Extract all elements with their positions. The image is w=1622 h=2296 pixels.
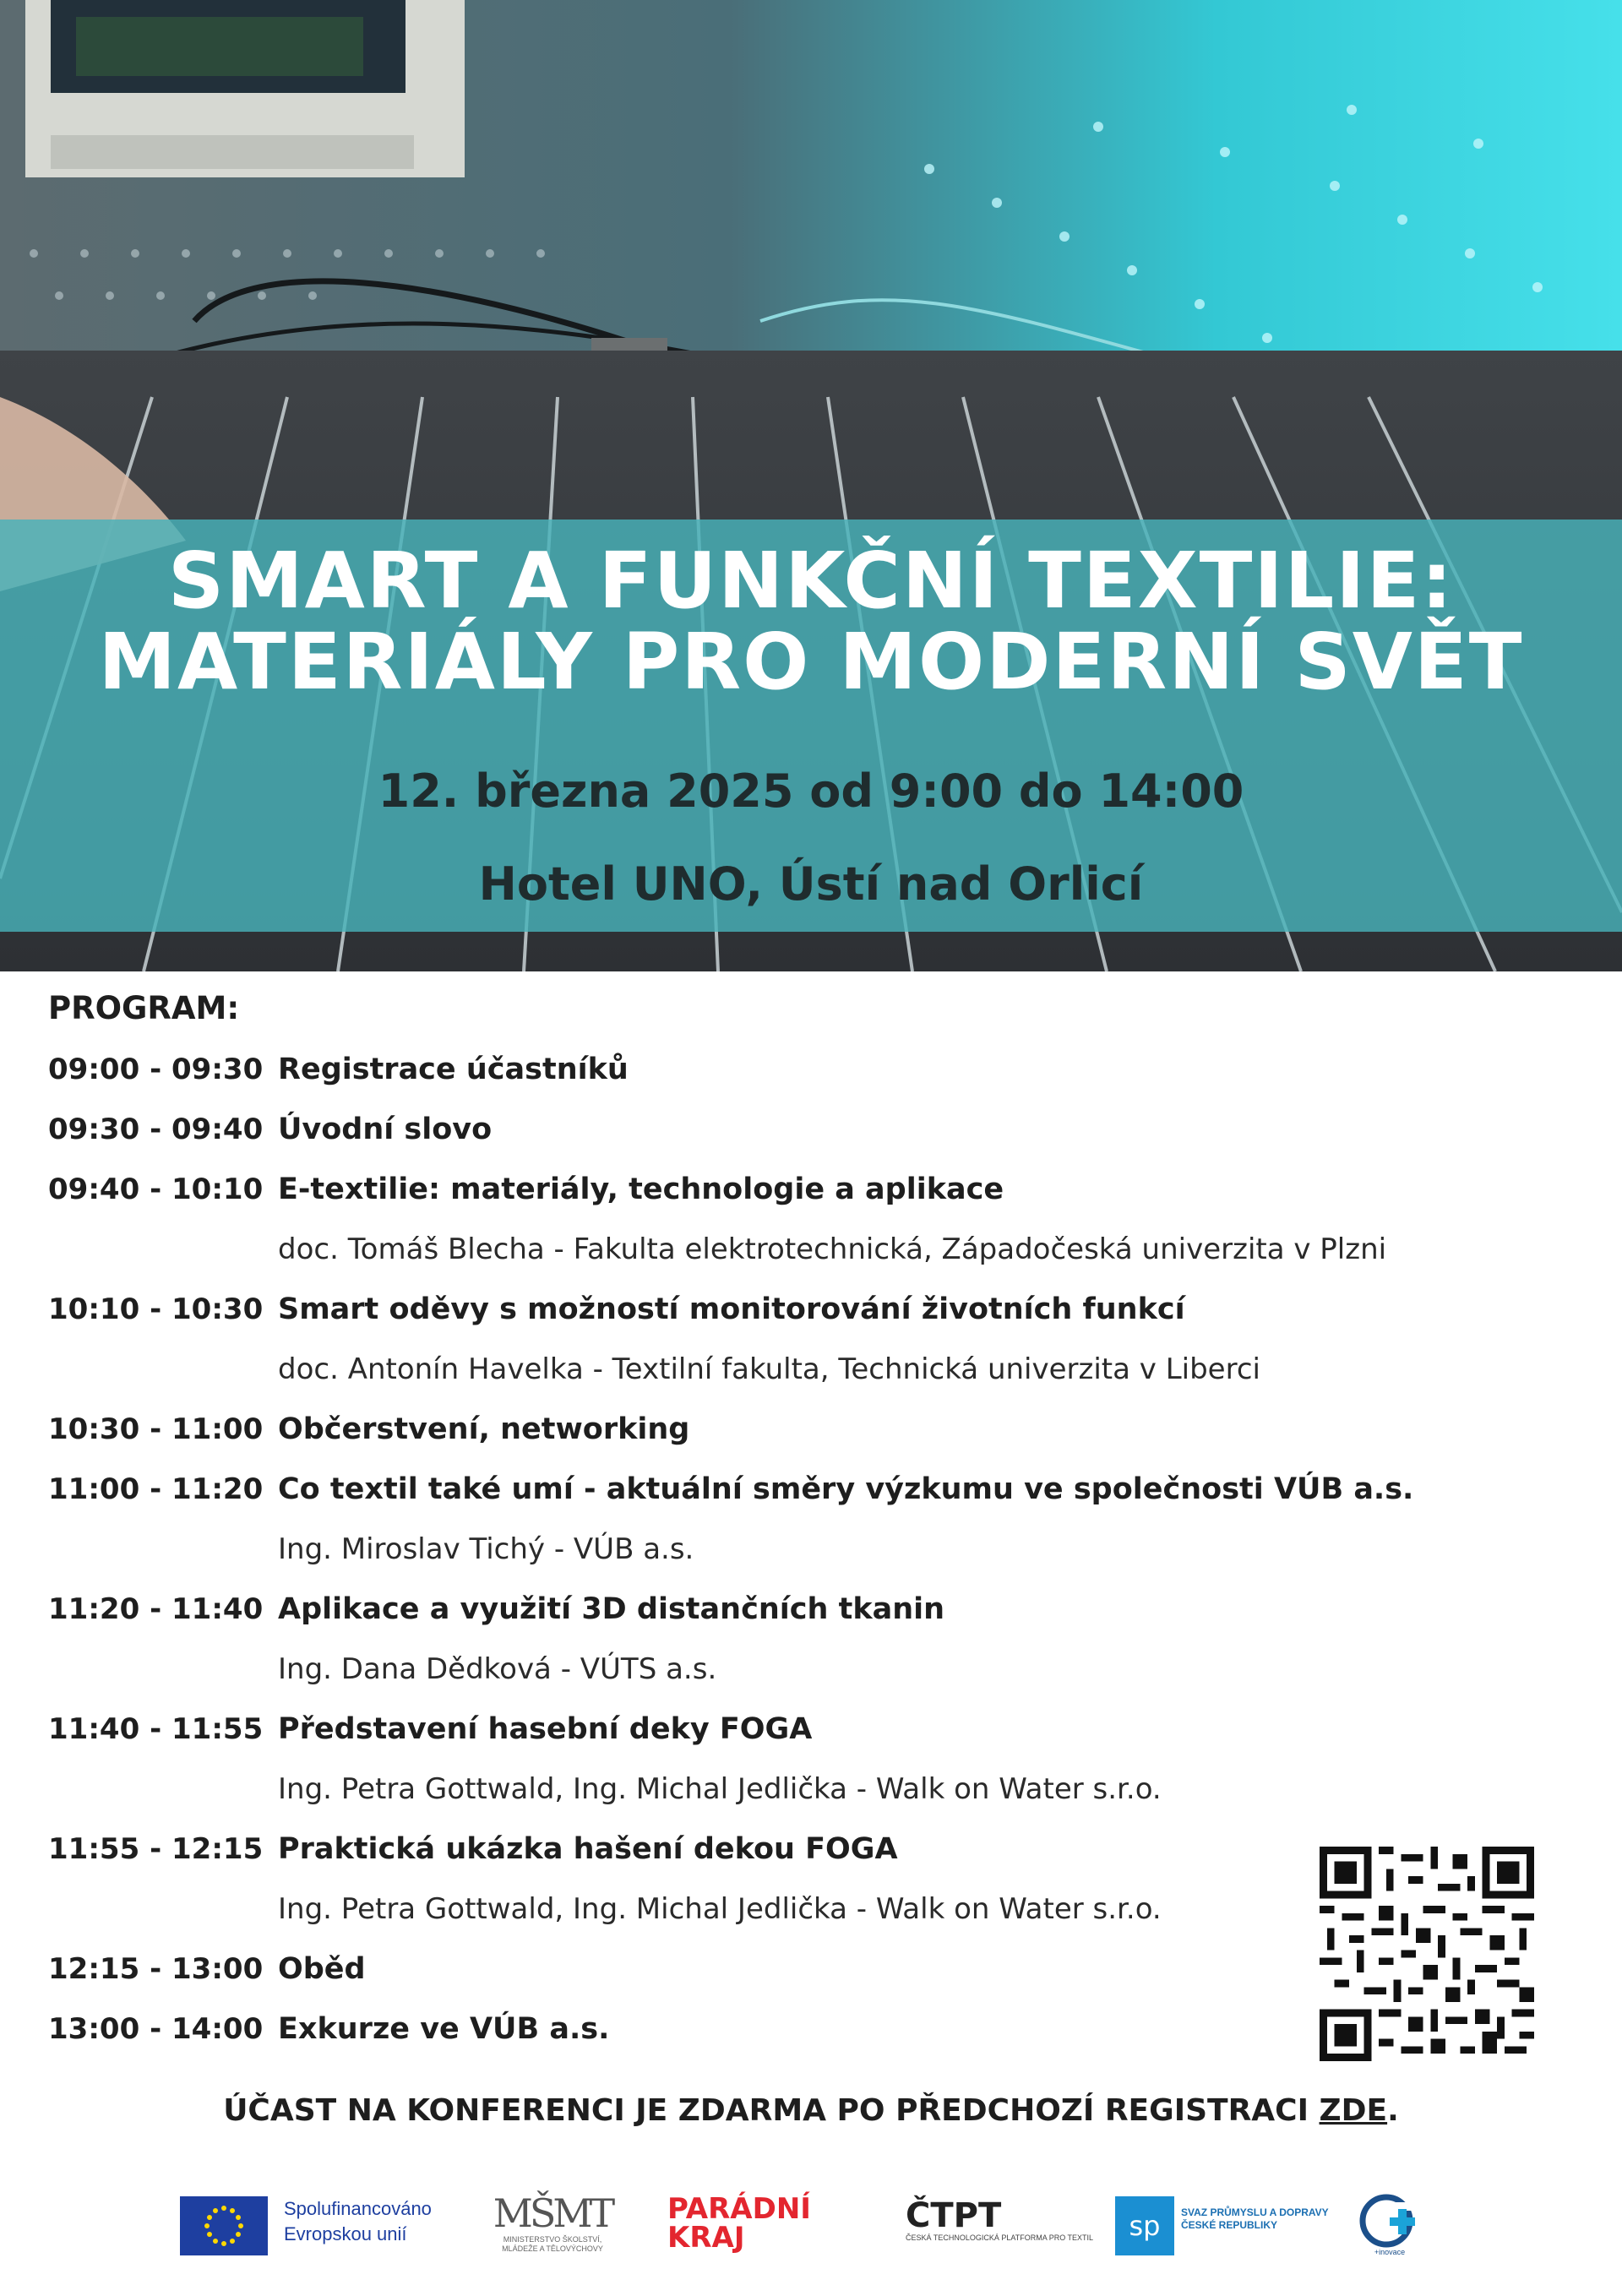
event-date: 12. března 2025 od 9:00 do 14:00 [378, 764, 1244, 818]
paradni-kraj-logo [667, 2192, 811, 2255]
agenda-time: 11:40 - 11:55 [48, 1712, 264, 1746]
agenda-item [48, 1164, 1569, 1224]
agenda-time: 10:30 - 11:00 [48, 1412, 264, 1446]
eu-flag-icon [180, 2196, 268, 2255]
agenda-item [48, 1104, 1569, 1164]
agenda-time: 11:55 - 12:15 [48, 1832, 264, 1866]
msmt-caption-1: MINISTERSTVO ŠKOLSTVÍ, [503, 2235, 602, 2244]
agenda-item [48, 1284, 1569, 1344]
registration-suffix: . [1387, 2093, 1399, 2128]
agenda-title: Představení hasební deky FOGA [278, 1712, 813, 1746]
agenda-title: Aplikace a využití 3D distančních tkanin [278, 1592, 945, 1626]
event-venue: Hotel UNO, Ústí nad Orlicí [478, 857, 1144, 911]
agenda-item [48, 1464, 1569, 1524]
agenda-title: Registrace účastníků [278, 1053, 629, 1086]
event-title [0, 536, 1622, 707]
ctpt-logo [906, 2198, 1093, 2242]
agenda-title: Oběd [278, 1952, 366, 1986]
agenda-title: Praktická ukázka hašení dekou FOGA [278, 1832, 898, 1866]
agenda-time: 09:40 - 10:10 [48, 1172, 264, 1206]
agenda-title: E-textilie: materiály, technologie a aplikace [278, 1172, 1004, 1206]
agenda-item [48, 1404, 1569, 1464]
agenda-speaker: doc. Antonín Havelka - Textilní fakulta, Technická univerzita v Liberci [278, 1352, 1260, 1386]
registration-link[interactable]: ZDE [1319, 2093, 1388, 2128]
sp-line-2: ČESKÉ REPUBLIKY [1181, 2219, 1278, 2231]
eu-cofunding-line-2: Evropskou unií [284, 2223, 407, 2244]
ctpt-caption: ČESKÁ TECHNOLOGICKÁ PLATFORMA PRO TEXTIL [906, 2233, 1094, 2242]
agenda-title: Úvodní slovo [278, 1113, 493, 1146]
agenda-time: 11:20 - 11:40 [48, 1592, 264, 1626]
agenda-time: 12:15 - 13:00 [48, 1952, 264, 1986]
msmt-mark: MŠMT [493, 2190, 612, 2236]
ctpt-mark: ČTPT [906, 2196, 1002, 2235]
agenda-speaker-row [48, 1224, 1569, 1284]
agenda-item [48, 1044, 1569, 1104]
msmt-caption-2: MLÁDEŽE A TĚLOVÝCHOVY [502, 2244, 603, 2253]
program-heading: PROGRAM: [48, 990, 240, 1026]
event-title-line-1: SMART A FUNKČNÍ TEXTILIE: [167, 536, 1455, 626]
agenda-time: 11:00 - 11:20 [48, 1472, 264, 1506]
kraj-line-2: KRAJ [667, 2221, 745, 2255]
agenda-speaker: doc. Tomáš Blecha - Fakulta elektrotechnická, Západočeská univerzita v Plzni [278, 1232, 1387, 1266]
agenda-time: 13:00 - 14:00 [48, 2012, 264, 2046]
eu-cofunding-line-1: Spolufinancováno [284, 2198, 432, 2219]
agenda-speaker: Ing. Petra Gottwald, Ing. Michal Jedlička - Walk on Water s.r.o. [278, 1892, 1162, 1926]
agenda-item [48, 1704, 1569, 1764]
msmt-logo [485, 2191, 620, 2261]
agenda-speaker: Ing. Miroslav Tichý - VÚB a.s. [278, 1532, 694, 1566]
agenda-speaker-row [48, 1524, 1569, 1584]
agenda-speaker: Ing. Petra Gottwald, Ing. Michal Jedlička - Walk on Water s.r.o. [278, 1772, 1162, 1806]
agenda-time: 10:10 - 10:30 [48, 1292, 264, 1326]
agenda-speaker-row [48, 1764, 1569, 1824]
registration-notice [0, 2093, 1622, 2128]
agenda-title: Co textil také umí - aktuální směry výzkumu ve společnosti VÚB a.s. [278, 1472, 1414, 1506]
agenda-speaker-row [48, 1344, 1569, 1404]
agenda-title: Smart oděvy s možností monitorování životních funkcí [278, 1292, 1185, 1326]
agenda-time: 09:00 - 09:30 [48, 1053, 264, 1086]
cplus-inovace-logo [1356, 2190, 1423, 2258]
agenda-speaker: Ing. Dana Dědková - VÚTS a.s. [278, 1652, 717, 1686]
event-title-line-2: MATERIÁLY PRO MODERNÍ SVĚT [98, 617, 1524, 707]
agenda-item [48, 1584, 1569, 1644]
eu-cofunding-label [284, 2196, 432, 2247]
agenda-title: Občerstvení, networking [278, 1412, 690, 1446]
agenda-time: 09:30 - 09:40 [48, 1113, 264, 1146]
sp-line-1: SVAZ PRŮMYSLU A DOPRAVY [1181, 2206, 1329, 2218]
sp-logo-mark: sp [1115, 2196, 1174, 2255]
registration-text: ÚČAST NA KONFERENCI JE ZDARMA PO PŘEDCHOZÍ REGISTRACI [223, 2093, 1320, 2128]
agenda-speaker-row [48, 1644, 1569, 1704]
registration-qr-code[interactable] [1320, 1847, 1534, 2061]
sp-logo-text [1181, 2206, 1329, 2232]
kraj-line-1: PARÁDNÍ [667, 2192, 811, 2226]
cplus-caption: +inovace [1374, 2248, 1406, 2256]
agenda-title: Exkurze ve VÚB a.s. [278, 2012, 610, 2046]
